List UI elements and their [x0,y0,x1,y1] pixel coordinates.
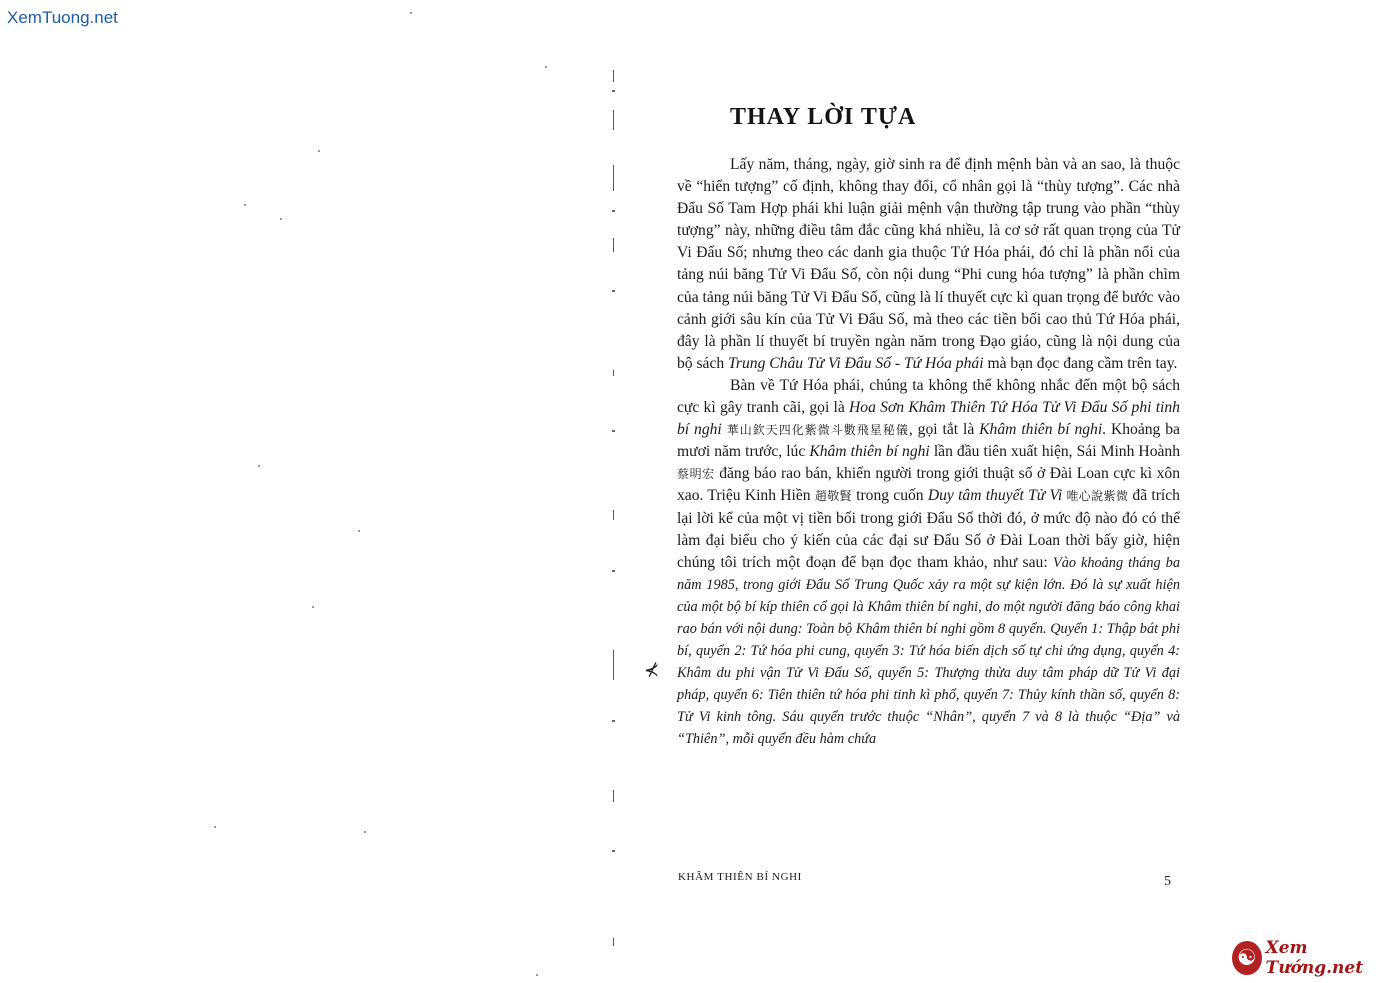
site-watermark-link[interactable]: XemTuong.net [7,8,118,27]
paragraph-1: Lấy năm, tháng, ngày, giờ sinh ra để định mệnh bàn và an sao, là thuộc về “hiển tượng” cố định, không thay đổi, cổ nhân gọi là “thùy tượng”. Các nhà Đẩu Số Tam Hợp phái khi luận giải mệnh vận thường tập trung vào phần “thùy tượng” này, những điều tâm đắc cũng khá nhiều, là cơ sở rất quan trọng của Tử Vi Đẩu Số; nhưng theo các danh gia thuộc Tứ Hóa phái, đó chỉ là phần nổi của tảng núi băng Tử Vi Đẩu Số, còn nội dung “Phi cung hóa tượng” là phần chìm của tảng núi băng Tử Vi Đẩu Số, cũng là lí thuyết cực kì quan trọng để bước vào cảnh giới sâu kín của Tử Vi Đẩu Số, mà theo các tiền bối cao thủ Tứ Hóa phái, đây là phần lí thuyết bí truyền ngàn năm trong Đạo giáo, cũng là nội dung của bộ sách Trung Châu Tử Vi Đẩu Số - Tứ Hóa phái mà bạn đọc đang cầm trên tay. [677,156,1180,372]
logo-text: Xem Tướng.net [1265,938,1364,978]
page-title: THAY LỜI TỰA [730,104,917,130]
book-spine-gutter [612,70,616,970]
handwritten-margin-mark: ⊀ [644,660,660,681]
paragraph-2: Bàn về Tứ Hóa phái, chúng ta không thể không nhắc đến một bộ sách cực kì gây tranh cãi, gọi là Hoa Sơn Khâm Thiên Tứ Hóa Tử Vi Đẩu Số phi tinh bí nghi 華山欽天四化紫微斗數飛星秘儀, gọi tắt là Khâm thiên bí nghi. Khoảng ba mươi năm trước, lúc Khâm thiên bí nghi lần đầu tiên xuất hiện, Sái Minh Hoành 蔡明宏 đăng báo rao bán, khiến người trong giới thuật số ở Đài Loan cực kì xôn xao. Triệu Kinh Hiền 趙敬賢 trong cuốn Duy tâm thuyết Tử Vi 唯心說紫微 đã trích lại lời kể của một vị tiền bối trong giới Đẩu Số thời đó, ở mức độ nào đó có thể làm đại biểu cho ý kiến của các đại sư Đẩu Số ở Đài Loan thời bấy giờ, hiện chúng tôi trích một đoạn để bạn đọc tham khảo, như sau: Vào khoảng tháng ba năm 1985, trong giới Đẩu Số Trung Quốc xảy ra một sự kiện lớn. Đó là sự xuất hiện của một bộ bí kíp thiên cổ gọi là Khâm thiên bí nghi, do một người đăng báo công khai rao bán với nội dung: Toàn bộ Khâm thiên bí nghi gồm 8 quyển. Quyển 1: Thập bát phi bí, quyển 2: Tứ hóa phi cung, quyển 3: Tứ hóa biến dịch số tự chi ứng dụng, quyển 4: Khâm du phi vận Tử Vi Đẩu Số, quyển 5: Thượng thừa duy tâm pháp dữ Tử Vi đại pháp, quyển 6: Tiên thiên tứ hóa phi tinh kì phổ, quyển 7: Thủy kính thần số, quyển 8: Tử Vi kinh tông. Sáu quyển trước thuộc “Nhân”, quyển 7 và 8 là thuộc “Địa” và “Thiên”, mỗi quyển đều hàm chứa [677,376,1181,748]
body-text [677,154,1180,751]
yin-yang-icon: ☯ [1232,941,1262,975]
running-footer: KHÂM THIÊN BÍ NGHI [678,871,802,883]
page-number: 5 [1164,874,1171,889]
site-logo [1232,938,1392,978]
